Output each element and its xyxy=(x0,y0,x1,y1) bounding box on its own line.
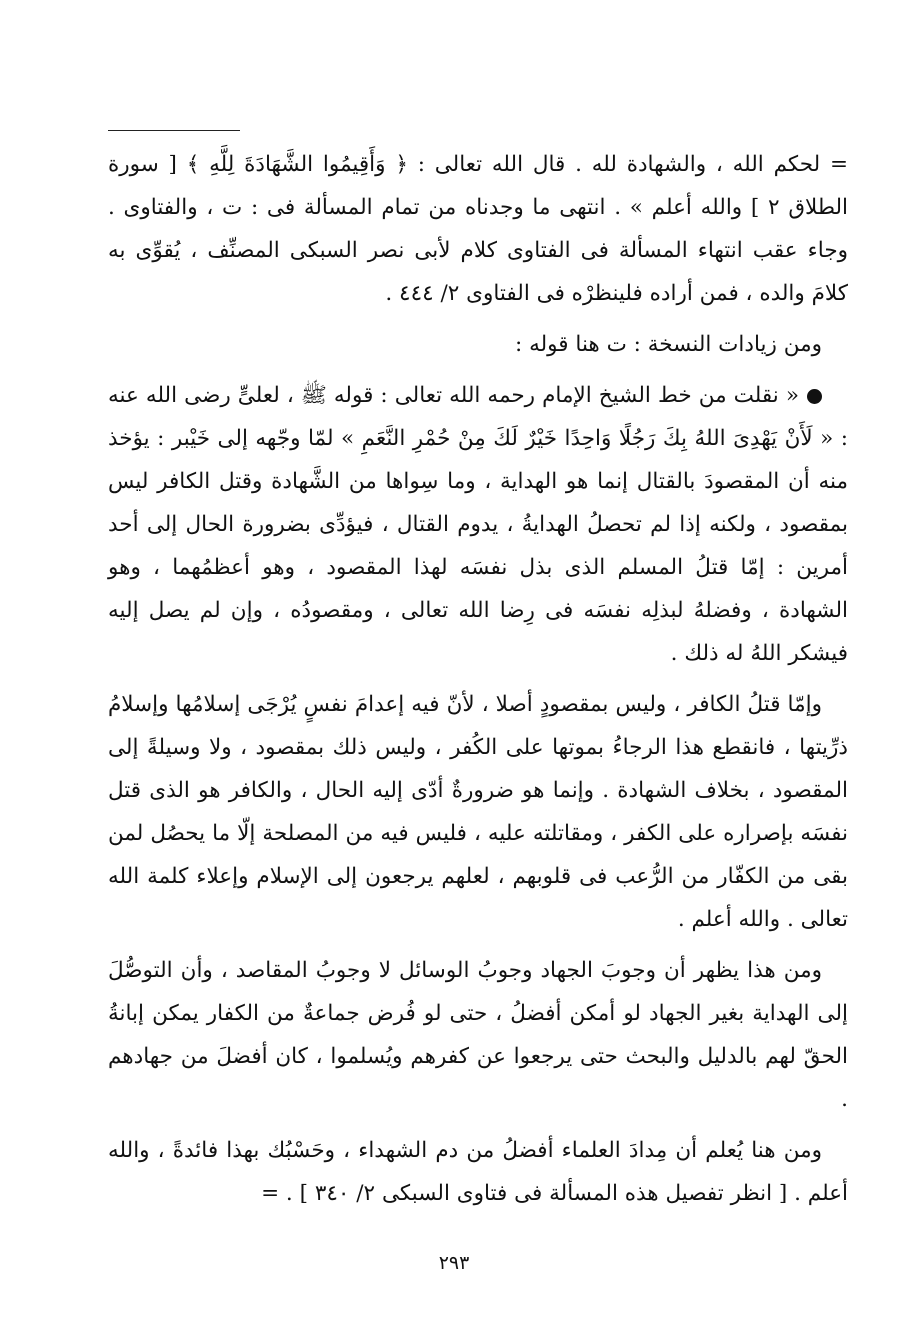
page-number: ٢٩٣ xyxy=(438,1252,470,1274)
footnote-separator-rule xyxy=(108,130,240,131)
quote-paragraph-text: « نقلت من خط الشيخ الإمام رحمه الله تعالى : قوله ﷺ ، لعلىٍّ رضى الله عنه : « لَأَنْ يَهْدِىَ اللهُ بِكَ رَجُلًا وَاحِدًا خَيْرٌ لَكَ مِنْ حُمْرِ النَّعَمِ » لمّا وجّهه إلى خَيْبر : يؤخذ منه أن المقصودَ بالقتال إنما هو الهداية ، وما سِواها من الشَّهادة وقتل الكافر ليس بمقصود ، ولكنه إذا لم تحصلُ الهدايةُ ، يدوم القتال ، فيؤدِّى بضرورة الحال إلى أحد أمرين : إمّا قتلُ المسلم الذى بذل نفسَه لهذا المقصود ، وهو أعظمُهما ، وهو الشهادة ، وفضلهُ لبذلِه نفسَه فى رِضا الله تعالى ، ومقصودُه ، وإن لم يصل إليه فيشكر اللهُ له ذلك . xyxy=(108,383,848,666)
text-body xyxy=(108,143,848,1215)
kafir-paragraph: وإمّا قتلُ الكافر ، وليس بمقصودٍ أصلا ، لأنّ فيه إعدامَ نفسٍ يُرْجَى إسلامُها وإسلامُ ذرِّيتها ، فانقطع هذا الرجاءُ بموتها على الكُفر ، وليس ذلك بمقصود ، ولا وسيلةً إلى المقصود ، بخلاف الشهادة . وإنما هو ضرورةٌ أدّى إليه الحال ، والكافر هو الذى قتل نفسَه بإصراره على الكفر ، ومقاتلته عليه ، فليس فيه من المصلحة إلّا ما يحصُل لمن بقى من الكفّار من الرُّعب فى قلوبهم ، لعلهم يرجعون إلى الإسلام وإعلاء كلمة الله تعالى . والله أعلم . xyxy=(108,692,848,932)
bullet-icon xyxy=(807,389,822,404)
jihad-paragraph: ومن هذا يظهر أن وجوبَ الجهاد وجوبُ الوسائل لا وجوبُ المقاصد ، وأن التوصُّلَ إلى الهداية بغير الجهاد لو أمكن أفضلُ ، حتى لو فُرض جماعةٌ من الكفار يمكن إبانةُ الحقّ لهم بالدليل والبحث حتى يرجعوا عن كفرهم ويُسلموا ، كان أفضلَ من جهادهم . xyxy=(108,958,848,1112)
additions-intro-paragraph: ومن زيادات النسخة : ت هنا قوله : xyxy=(515,332,822,357)
quote-paragraph xyxy=(108,374,848,675)
ink-paragraph: ومن هنا يُعلم أن مِدادَ العلماء أفضلُ من دم الشهداء ، وحَسْبُك بهذا فائدةً ، والله أعلم . [ انظر تفصيل هذه المسألة فى فتاوى السبكى ٢/ ٣٤٠ ] . = xyxy=(108,1138,848,1206)
footnote-continuation-paragraph: = لحكم الله ، والشهادة لله . قال الله تعالى : ﴿ وَأَقِيمُوا الشَّهَادَةَ لِلَّهِ ﴾ [ سورة الطلاق ٢ ] والله أعلم » . انتهى ما وجدناه من تمام المسألة فى : ت ، والفتاوى . وجاء عقب انتهاء المسألة فى الفتاوى كلام لأبى نصر السبكى المصنِّف ، يُقوِّى به كلامَ والده ، فمن أراده فلينظرْه فى الفتاوى ٢/ ٤٤٤ . xyxy=(108,152,848,306)
